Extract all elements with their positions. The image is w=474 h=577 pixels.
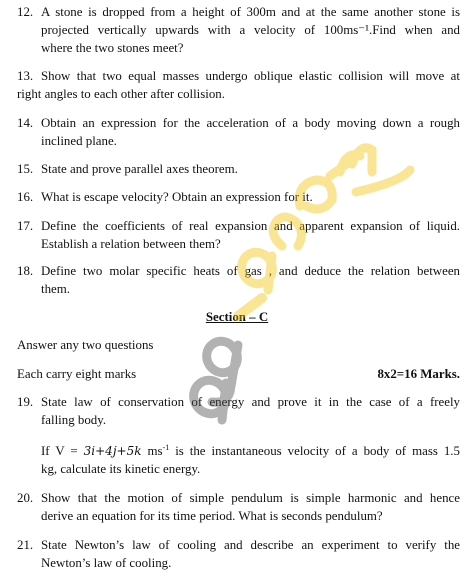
question-19 xyxy=(17,393,460,429)
question-18 xyxy=(17,262,460,298)
formula-unit xyxy=(147,444,169,458)
section-each-carry: Each carry eight marks xyxy=(17,367,137,381)
question-number: 14. xyxy=(17,116,34,130)
question-text-line: Obtain an expression for the acceleration of a body moving down a rough xyxy=(41,116,460,130)
question-number: 20. xyxy=(17,491,34,505)
section-instruction: Answer any two questions xyxy=(17,338,154,352)
unit-exponent: -1 xyxy=(162,443,170,452)
question-number: 17. xyxy=(17,219,34,233)
question-text-line: where the two stones meet? xyxy=(41,41,184,55)
question-text-line: inclined plane. xyxy=(41,134,117,148)
question-text-line: What is escape velocity? Obtain an expression for it. xyxy=(41,190,313,204)
question-17 xyxy=(17,217,460,253)
question-text-line: Show that two equal masses undergo oblique elastic collision will move at xyxy=(41,69,460,83)
question-20 xyxy=(17,489,460,525)
section-title-text: Section – C xyxy=(205,310,269,324)
question-text-line: Show that the motion of simple pendulum is simple harmonic and hence xyxy=(41,491,460,505)
question-text-line: Establish a relation between them? xyxy=(41,237,221,251)
question-text-line: projected vertically upwards with a velocity of 100ms⁻¹.Find when and xyxy=(41,23,460,37)
question-number: 13. xyxy=(17,69,34,83)
question-text-line: State and prove parallel axes theorem. xyxy=(41,162,238,176)
question-number: 15. xyxy=(17,162,34,176)
question-text-line: State law of conservation of energy and prove it in the case of a freely xyxy=(41,395,460,409)
question-13 xyxy=(17,67,460,85)
question-text-line: falling body. xyxy=(41,413,107,427)
question-number: 19. xyxy=(17,395,34,409)
formula-prefix: If V = xyxy=(41,444,78,458)
question-number: 18. xyxy=(17,264,34,278)
question-number: 12. xyxy=(17,5,34,19)
question-13-continuation xyxy=(17,85,460,103)
formula-rest: is the instantaneous velocity of a body of mass 1.5 xyxy=(175,444,460,458)
question-19-formula xyxy=(17,442,460,478)
question-text-line: them. xyxy=(41,282,70,296)
question-12 xyxy=(17,3,460,57)
question-16 xyxy=(17,188,460,206)
question-text-line: right angles to each other after collision. xyxy=(17,87,225,101)
question-text-line: A stone is dropped from a height of 300m and at the same another stone is xyxy=(41,5,460,19)
unit-text: ms xyxy=(147,444,163,458)
question-14 xyxy=(17,114,460,150)
question-text-line: derive an equation for its time period. What is seconds pendulum? xyxy=(41,509,383,523)
question-number: 21. xyxy=(17,538,34,552)
formula-line xyxy=(41,442,460,460)
question-text-line: Define the coefficients of real expansion and apparent expansion of liquid. xyxy=(41,219,460,233)
question-text-line: State Newton’s law of cooling and describe an experiment to verify the xyxy=(41,538,460,552)
question-15 xyxy=(17,160,460,178)
question-number: 16. xyxy=(17,190,34,204)
section-marks: 8x2=16 Marks. xyxy=(377,367,460,381)
question-text-line: kg, calculate its kinetic energy. xyxy=(41,462,201,476)
velocity-vector: 3i+4j+5k xyxy=(83,444,142,458)
section-title xyxy=(0,308,474,326)
question-text-line: Define two molar specific heats of gas , and deduce the relation between xyxy=(41,264,460,278)
question-text-line: Newton’s law of cooling. xyxy=(41,556,172,570)
question-21 xyxy=(17,536,460,572)
